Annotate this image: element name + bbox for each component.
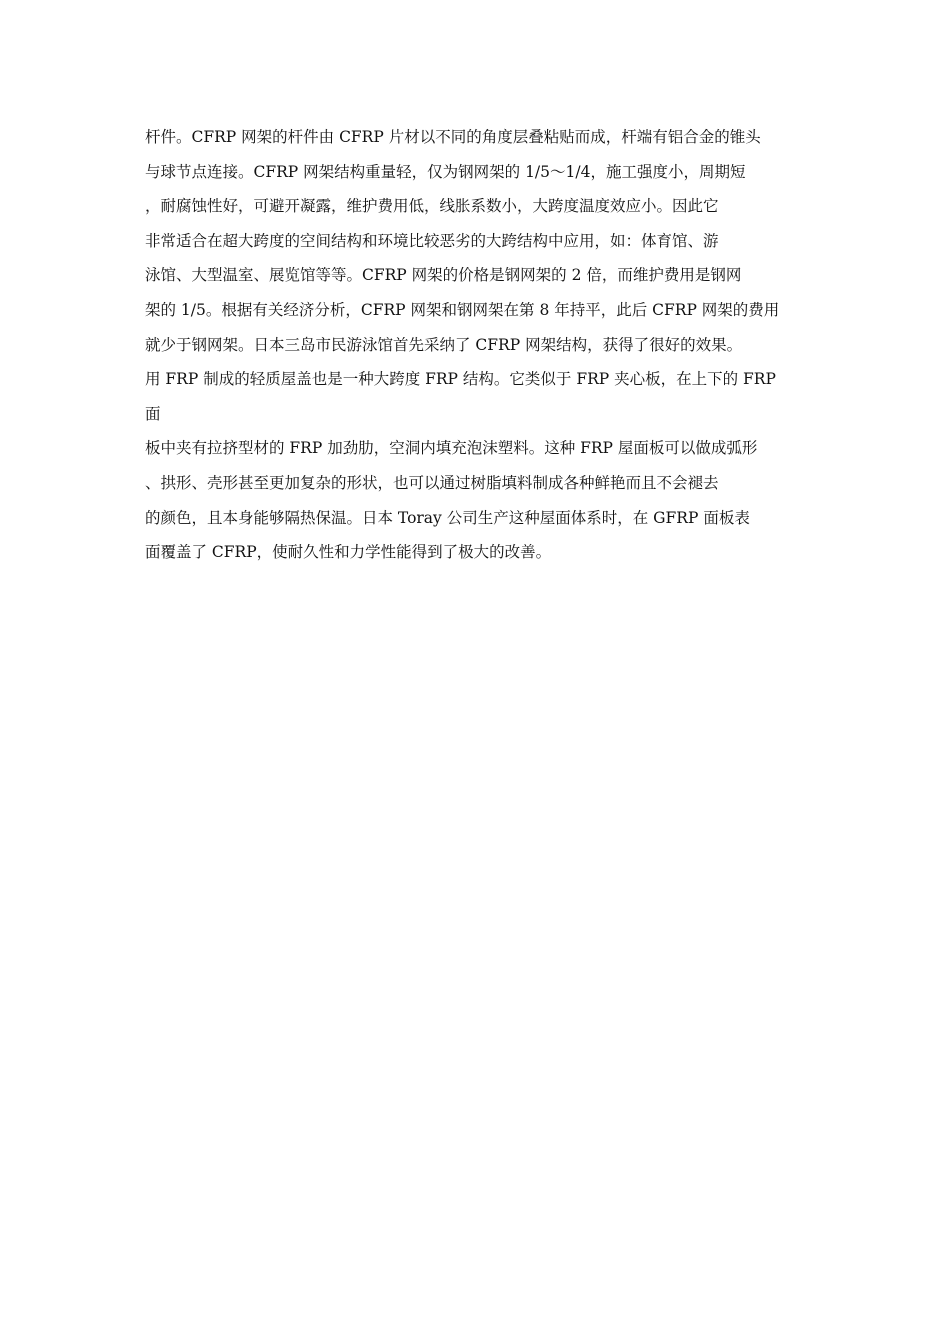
- text-line: 非常适合在超大跨度的空间结构和环境比较恶劣的大跨结构中应用，如：体育馆、游: [145, 231, 719, 250]
- text-line: 的颜色，且本身能够隔热保温。日本 Toray 公司生产这种屋面体系时，在 GFRP 面板表: [145, 508, 750, 527]
- text-line: 面覆盖了 CFRP，使耐久性和力学性能得到了极大的改善。: [145, 543, 552, 562]
- text-line: 架的 1/5。根据有关经济分析，CFRP 网架和钢网架在第 8 年持平，此后 CFRP 网架的费用: [145, 300, 780, 319]
- text-line: 与球节点连接。CFRP 网架结构重量轻，仅为钢网架的 1/5～1/4，施工强度小，周期短: [145, 162, 746, 181]
- text-line: 就少于钢网架。日本三岛市民游泳馆首先采纳了 CFRP 网架结构，获得了很好的效果。: [145, 335, 743, 354]
- text-line: 板中夹有拉挤型材的 FRP 加劲肋，空洞内填充泡沫塑料。这种 FRP 屋面板可以做成弧形: [145, 439, 758, 458]
- text-line: ，耐腐蚀性好，可避开凝露，维护费用低，线胀系数小，大跨度温度效应小。因此它: [145, 197, 719, 216]
- body-text: [145, 124, 825, 574]
- text-line: 面: [145, 404, 161, 423]
- text-line: 杆件。CFRP 网架的杆件由 CFRP 片材以不同的角度层叠粘贴而成，杆端有铝合金的锥头: [145, 128, 761, 146]
- text-line: 泳馆、大型温室、展览馆等等。CFRP 网架的价格是钢网架的 2 倍，而维护费用是钢网: [145, 266, 742, 285]
- text-line: 用 FRP 制成的轻质屋盖也是一种大跨度 FRP 结构。它类似于 FRP 夹心板，在上下的 FRP: [145, 370, 776, 389]
- text-line: 、拱形、壳形甚至更加复杂的形状，也可以通过树脂填料制成各种鲜艳而且不会褪去: [145, 473, 719, 492]
